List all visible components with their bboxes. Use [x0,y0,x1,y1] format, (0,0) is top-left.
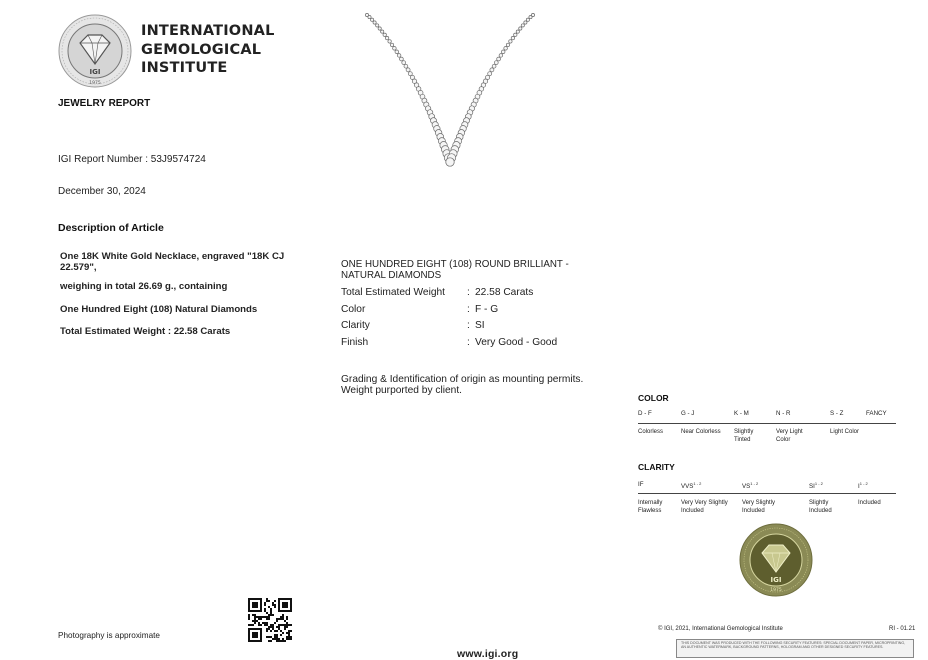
qr-module [290,624,292,626]
stone-heading: ONE HUNDRED EIGHT (108) ROUND BRILLIANT - NATURAL DIAMONDS [341,259,569,281]
qr-module [278,618,280,620]
color-desc-light: Light Color [830,429,860,435]
org-name-line3: INSTITUTE [141,60,228,76]
diamond-stone [529,16,532,19]
diamond-stone [516,30,519,33]
diamond-stone [519,27,522,30]
qr-module [276,636,278,638]
qr-module [282,614,284,616]
qr-module [266,636,268,638]
clarity-scale-rule [638,493,896,494]
qr-module [270,636,272,638]
qr-module [274,636,276,638]
qr-module [266,616,268,618]
copyright-line: © IGI, 2021, International Gemological Institute [658,626,783,632]
qr-module [260,616,262,618]
spec-separator: : [467,287,470,298]
qr-module [272,604,274,606]
qr-module [268,626,270,628]
grade-label: VVS [681,483,694,491]
qr-module [284,624,286,626]
qr-module [270,608,272,610]
color-scale-rule [638,423,896,424]
clarity-grade-i [858,481,868,490]
diamond-stone [373,21,376,24]
qr-module [262,622,264,624]
qr-module [280,624,282,626]
qr-module [254,620,256,622]
qr-module [288,632,290,634]
grade-superscript: 1 - 2 [814,481,823,486]
qr-module [252,624,254,626]
qr-module [272,624,274,626]
qr-module [274,622,276,624]
spec-label: Color [341,304,366,315]
qr-module [278,624,280,626]
diamond-stone [490,68,494,72]
qr-module [268,628,270,630]
qr-module [280,634,282,636]
qr-module [286,618,288,620]
diamond-stone [506,43,509,46]
color-desc-near-colorless: Near Colorless [681,429,721,435]
qr-module [290,638,292,640]
diamond-stone [383,33,386,36]
qr-module [286,632,288,634]
diamond-stone [395,50,399,54]
spec-label: Total Estimated Weight [341,287,445,298]
qr-module [268,614,270,616]
description-title: Description of Article [58,222,164,234]
qr-module [282,616,284,618]
qr-module [276,634,278,636]
color-scale-title: COLOR [638,393,669,403]
diamond-stone [376,24,379,27]
qr-module [278,626,280,628]
color-grade-df: D - F [638,410,652,417]
qr-module [266,612,268,614]
qr-module [288,638,290,640]
diamond-stone [504,47,508,51]
spec-value: Very Good - Good [475,337,558,348]
qr-module [282,640,284,642]
diamond-stone [390,43,393,46]
qr-module [288,634,290,636]
clarity-grade-vs [742,481,758,490]
description-line3: One Hundred Eight (108) Natural Diamonds [60,304,258,315]
qr-module [268,618,270,620]
qr-module [284,628,286,630]
org-name-line2: GEMOLOGICAL [141,41,262,58]
qr-module [268,606,270,608]
qr-module [260,624,262,626]
qr-module [252,614,254,616]
spec-row-weight [341,287,533,298]
qr-module [276,618,278,620]
qr-module [268,600,270,602]
grade-label: SI [809,483,815,491]
qr-module [286,636,288,638]
diamond-stone [371,18,374,21]
color-grade-gj: G - J [681,410,695,417]
diamond-stone [521,24,524,27]
grade-label: VS [742,483,751,491]
qr-module [274,634,276,636]
grade-superscript: 1 - 2 [693,481,702,486]
qr-module [282,618,284,620]
qr-module [282,624,284,626]
qr-module [282,632,284,634]
necklace-photo [355,12,545,174]
qr-code[interactable] [248,598,292,642]
diamond-stone [494,61,498,65]
diamond-stone [381,30,384,33]
qr-module [258,624,260,626]
grade-superscript: 1 - 2 [750,481,759,486]
clarity-scale-title: CLARITY [638,462,675,472]
qr-module [256,620,258,622]
qr-module [280,630,282,632]
spec-value: 22.58 Carats [475,287,534,298]
qr-module [274,638,276,640]
diamond-stone [497,57,501,61]
grade-label: I [858,483,860,491]
grading-comment: Grading & Identification of origin as mounting permits. Weight purported by client. [341,374,584,396]
spec-row-finish [341,337,557,348]
qr-module [288,630,290,632]
qr-module [274,606,276,608]
color-grade-fancy: FANCY [866,410,887,417]
qr-module [272,626,274,628]
qr-module [282,602,288,608]
qr-module [272,628,274,630]
qr-module [266,630,268,632]
qr-module [276,638,278,640]
qr-module [290,630,292,632]
qr-module [254,614,256,616]
spec-label: Finish [341,337,369,348]
clarity-grade-if: IF [638,481,644,488]
qr-module [274,630,276,632]
color-desc-colorless: Colorless [638,429,664,435]
qr-module [266,618,268,620]
qr-module [250,624,252,626]
qr-module [260,618,262,620]
grade-superscript: 1 - 2 [859,481,868,486]
website-link[interactable]: www.igi.org [457,648,519,660]
qr-module [278,638,280,640]
qr-module [258,616,260,618]
svg-text:IGI: IGI [89,68,101,76]
qr-module [284,620,286,622]
description-line1: One 18K White Gold Necklace, engraved "18K CJ 22.579", [60,251,285,273]
qr-module [286,624,288,626]
qr-module [254,618,256,620]
igi-seal-logo [58,14,132,88]
qr-module [258,618,260,620]
spec-label: Clarity [341,320,370,331]
qr-module [276,640,278,642]
spec-value: SI [475,320,485,331]
svg-text:1975: 1975 [770,588,782,593]
report-type: JEWELRY REPORT [58,98,151,109]
color-desc-slightly-tinted: Slightly Tinted [734,429,754,443]
qr-module [266,624,268,626]
diamond-stone [368,16,371,19]
description-line2: weighing in total 26.69 g., containing [60,281,228,292]
qr-module [270,626,272,628]
qr-module [274,604,276,606]
qr-module [272,614,274,616]
qr-module [278,628,280,630]
qr-module [270,610,272,612]
qr-module [268,640,270,642]
qr-module [284,640,286,642]
photography-note: Photography is approximate [58,631,160,640]
qr-module [252,632,258,638]
security-seal [739,523,813,597]
security-features-strip [676,639,914,658]
diamond-stone [492,64,496,68]
diamond-stone [499,54,503,58]
org-name [141,22,275,78]
diamond-stone [400,57,404,61]
diamond-stone [514,33,517,36]
color-desc-very-light: Very Light Color [776,429,803,443]
diamond-stone [385,36,388,39]
security-seal-graphic [739,523,813,597]
qr-module [286,622,288,624]
clarity-desc-vs: Very Slightly Included [742,500,776,514]
qr-module [276,620,278,622]
diamond-stone [378,27,381,30]
qr-code-graphic [248,598,292,642]
report-date: December 30, 2024 [58,186,146,197]
qr-module [254,616,256,618]
clarity-grade-vvs [681,481,701,490]
form-code: RI - 01.21 [889,626,916,632]
spec-separator: : [467,304,470,315]
qr-module [276,626,278,628]
qr-module [248,616,250,618]
qr-module [264,610,266,612]
qr-module [284,626,286,628]
qr-module [248,614,250,616]
qr-module [270,614,272,616]
qr-module [270,612,272,614]
color-grade-sz: S - Z [830,410,844,417]
qr-module [264,624,266,626]
diamond-stone [402,61,406,65]
qr-module [266,622,268,624]
spec-separator: : [467,337,470,348]
qr-module [272,602,274,604]
qr-module [252,620,254,622]
clarity-desc-vvs: Very Very Slightly Included [681,500,728,514]
spec-row-clarity [341,320,485,331]
qr-module [254,622,256,624]
org-name-line1: INTERNATIONAL [141,23,275,39]
qr-module [248,624,250,626]
qr-module [286,616,288,618]
qr-module [256,616,258,618]
qr-module [248,618,250,620]
diamond-stone [511,36,514,39]
clarity-desc-i: Included [858,500,881,506]
diamond-stone [397,54,401,58]
qr-module [264,604,266,606]
qr-module [252,602,258,608]
qr-module [264,608,266,610]
diamond-stone [388,40,391,43]
diamond-stone [406,68,410,72]
igi-seal-graphic [58,14,132,88]
qr-module [266,628,268,630]
qr-module [286,638,288,640]
clarity-grade-si [809,481,823,490]
clarity-desc-if: Internally Flawless [638,500,663,514]
diamond-stone [446,158,454,166]
report-number: IGI Report Number : 53J9574724 [58,154,206,165]
qr-module [288,624,290,626]
qr-module [268,616,270,618]
necklace-graphic [355,12,545,174]
svg-text:IGI: IGI [770,576,782,584]
qr-module [270,630,272,632]
qr-module [270,640,272,642]
qr-module [272,638,274,640]
qr-module [276,630,278,632]
diamond-stone [393,47,397,51]
qr-module [264,602,266,604]
qr-module [274,600,276,602]
diamond-stone [404,64,408,68]
spec-value: F - G [475,304,499,315]
qr-module [280,616,282,618]
spec-row-color [341,304,498,315]
diamond-stone [501,50,505,54]
qr-module [266,598,268,600]
diamond-stone [509,40,512,43]
qr-module [266,600,268,602]
clarity-desc-si: Slightly Included [809,500,832,514]
qr-module [282,638,284,640]
qr-module [280,618,282,620]
qr-module [278,640,280,642]
qr-module [286,626,288,628]
spec-separator: : [467,320,470,331]
description-line4: Total Estimated Weight : 22.58 Carats [60,326,231,337]
svg-text:1975: 1975 [89,81,101,86]
qr-module [264,616,266,618]
diamond-stone [526,18,529,21]
security-text: THIS DOCUMENT WAS PRODUCED WITH THE FOLLOWING SECURITY FEATURES: SPECIAL DOCUMENT PAPER, MICROPRINTING, AN AUTHENTIC WATERMARK, BACKGROUND PATTERNS, HOLOGRAM AND OTHER DESIGNED SECURITY FEATURES. [681,641,906,650]
qr-module [288,636,290,638]
qr-module [258,622,260,624]
qr-module [262,616,264,618]
diamond-stone [524,21,527,24]
qr-module [264,622,266,624]
color-grade-nr: N - R [776,410,791,417]
color-grade-km: K - M [734,410,749,417]
qr-module [280,640,282,642]
qr-module [270,624,272,626]
qr-module [290,636,292,638]
qr-module [268,636,270,638]
